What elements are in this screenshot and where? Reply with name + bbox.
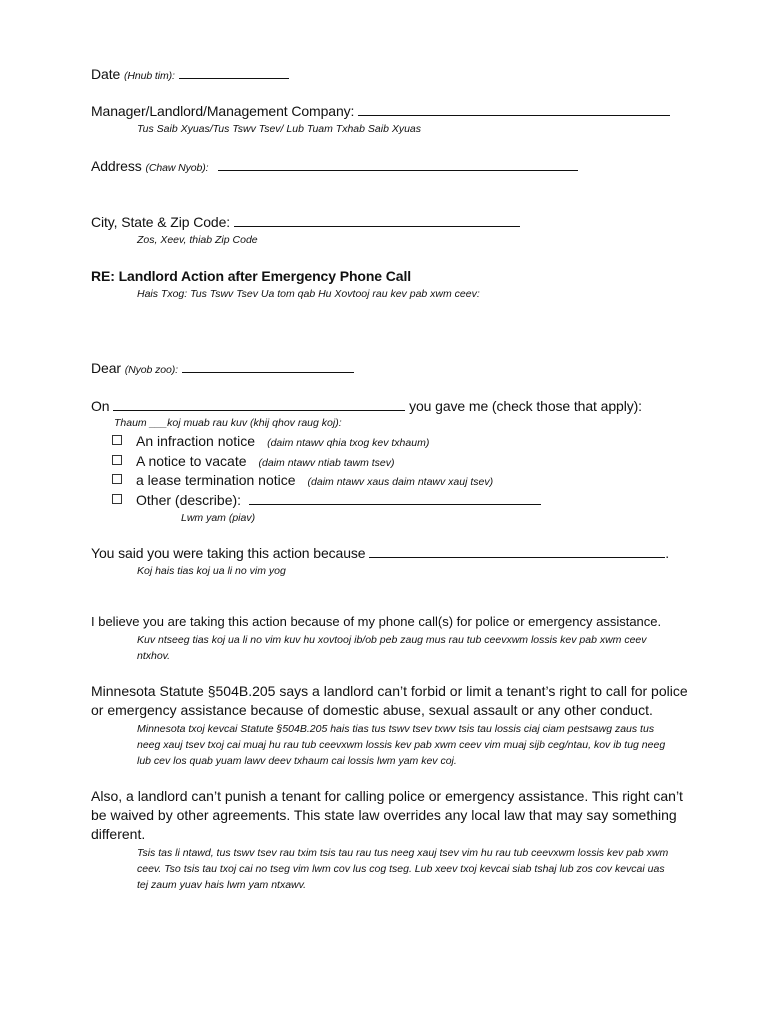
date-line (91, 66, 289, 82)
option-translation: (daim ntawv xaus daim ntawv xauj tsev) (307, 476, 494, 488)
city-field[interactable] (234, 214, 520, 227)
option-translation: (daim ntawv qhia txog kev txhaum) (267, 437, 430, 449)
also-text: Also, a landlord can’t punish a tenant for calling police or emergency assistance. This right can’t be waived by other agreements. This state law overrides any local law that may say something different. (91, 788, 683, 842)
reason-translation: Koj hais tias koj ua li no vim yog (137, 565, 286, 577)
also-translation: Tsis tas li ntawd, tus tswv tsev rau txim tsis tau rau tus neeg xauj tsev vim hu rau tub ceevxwm lossis kev pab xwm ceev. Tso tsis tau txoj cai no tseg vim lwm cov lus cog tseg. Lub xeev txoj kevcai siab tshaj lub zos cov kevcai uas tej zaum yuav hais lwm yam ntxawv. (137, 847, 669, 891)
reason-end: . (665, 545, 670, 561)
on-translation: Thaum ___koj muab rau kuv (khij qhov raug koj): (114, 417, 342, 429)
manager-line (91, 103, 670, 119)
manager-translation: Tus Saib Xyuas/Tus Tswv Tsev/ Lub Tuam Txhab Saib Xyuas (137, 123, 422, 135)
other-describe-field[interactable] (249, 492, 541, 505)
option-vacate[interactable] (112, 453, 395, 469)
reason-line (91, 545, 669, 561)
address-field[interactable] (218, 158, 578, 171)
option-infraction[interactable] (112, 433, 429, 449)
option-lease-termination[interactable] (112, 472, 493, 488)
checkbox-icon[interactable] (112, 455, 122, 465)
checkbox-icon[interactable] (112, 435, 122, 445)
date-hint: (Hnub tim): (123, 70, 175, 82)
option-translation: (daim ntawv ntiab tawm tsev) (258, 457, 395, 469)
statute-translation: Minnesota txoj kevcai Statute §504B.205 hais tias tus tswv tsev txwv tsis tau lossis ciaj ciam pestsawg zaus tus neeg xauj tsev txoj cai muaj hu rau tub ceevxwm lossis kev pab xwm ceev vim muaj sijb ceg/ntau, kov ib tug neeg lub cev los quab yuam lawv deev txhaum cai lossis lwm yam kev coj. (137, 723, 666, 767)
re-translation: Hais Txog: Tus Tswv Tsev Ua tom qab Hu Xovtooj rau kev pab xwm ceev: (137, 288, 480, 300)
city-translation: Zos, Xeev, thiab Zip Code (137, 234, 258, 246)
dear-hint: (Nyob zoo): (124, 364, 178, 376)
believe-text: I believe you are taking this action because of my phone call(s) for police or emergency assistance. (91, 614, 662, 629)
option-label: Other (describe): (136, 492, 242, 508)
re-heading: RE: Landlord Action after Emergency Phone Call (91, 268, 412, 284)
option-label: A notice to vacate (136, 453, 247, 469)
on-date-field[interactable] (113, 398, 405, 411)
statute-paragraph (91, 682, 691, 769)
manager-label: Manager/Landlord/Management Company: (91, 103, 355, 119)
option-label: a lease termination notice (136, 472, 296, 488)
checkbox-icon[interactable] (112, 474, 122, 484)
date-label: Date (91, 66, 121, 82)
address-hint: (Chaw Nyob): (145, 162, 209, 174)
checkbox-icon[interactable] (112, 494, 122, 504)
manager-field[interactable] (358, 103, 670, 116)
believe-paragraph (91, 613, 691, 664)
on-line (91, 398, 642, 414)
address-label: Address (91, 158, 142, 174)
reason-field[interactable] (369, 545, 665, 558)
reason-label: You said you were taking this action because (91, 545, 366, 561)
on-prefix: On (91, 398, 110, 414)
option-label: An infraction notice (136, 433, 256, 449)
dear-label: Dear (91, 360, 121, 376)
city-line (91, 214, 520, 230)
also-paragraph (91, 787, 691, 893)
statute-text: Minnesota Statute §504B.205 says a landlord can’t forbid or limit a tenant’s right to call for police or emergency assistance because of domestic abuse, sexual assault or any other conduct. (91, 683, 688, 718)
dear-field[interactable] (182, 360, 354, 373)
city-label: City, State & Zip Code: (91, 214, 231, 230)
believe-translation: Kuv ntseeg tias koj ua li no vim kuv hu xovtooj ib/ob peb zaug mus rau tub ceevxwm lossis kev pab xwm ceev ntxhov. (137, 634, 647, 662)
other-translation: Lwm yam (piav) (181, 512, 256, 524)
address-line (91, 158, 578, 174)
option-other[interactable] (112, 492, 541, 508)
date-field[interactable] (179, 66, 289, 79)
dear-line (91, 360, 354, 376)
on-suffix: you gave me (check those that apply): (409, 398, 642, 414)
